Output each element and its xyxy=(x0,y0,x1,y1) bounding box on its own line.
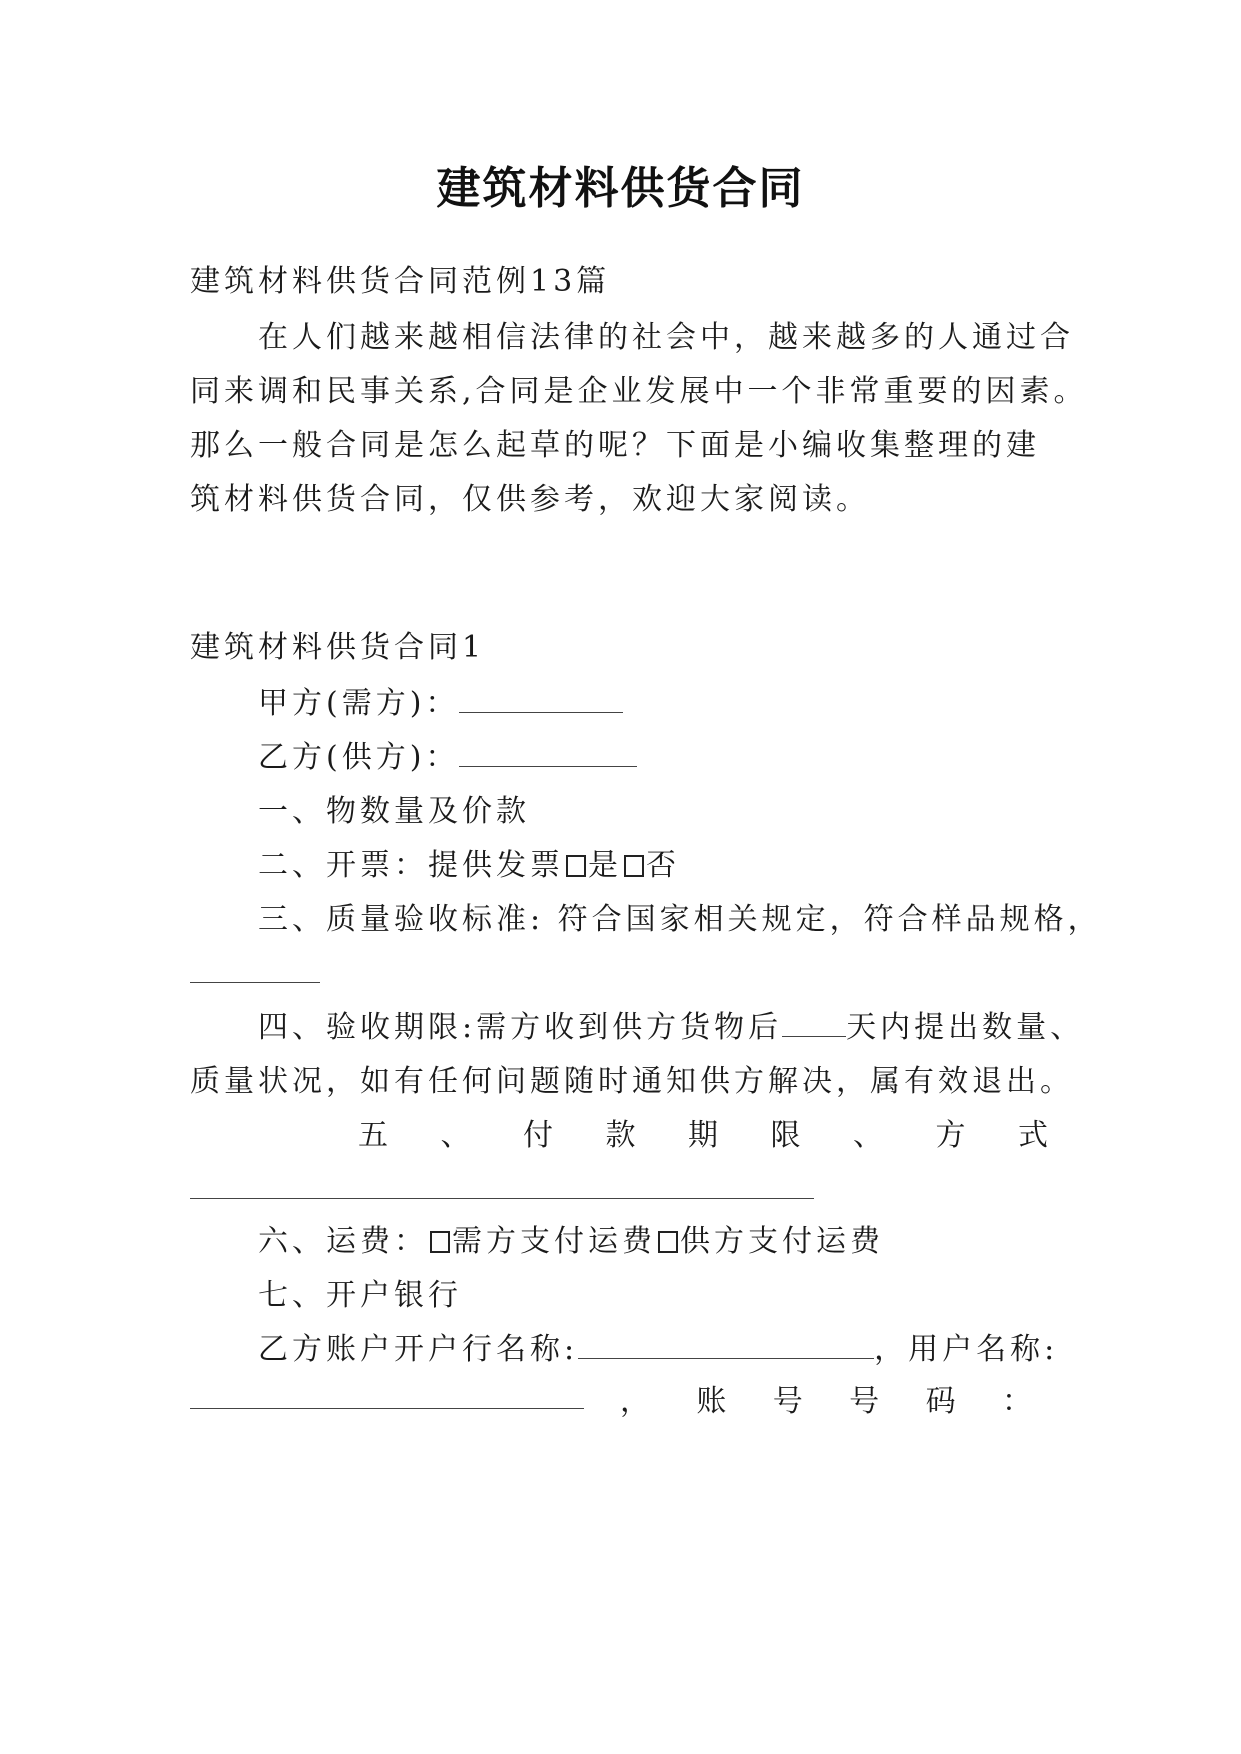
account-char: 账 xyxy=(696,1384,727,1419)
item-6-option-1: 需方支付运费 xyxy=(452,1224,656,1259)
item-7: 七、开户银行 xyxy=(258,1278,462,1313)
invoice-no-checkbox[interactable] xyxy=(624,855,644,877)
item-5-char: 式 xyxy=(1018,1118,1048,1153)
freight-supplier-checkbox[interactable] xyxy=(658,1231,678,1253)
item-2 xyxy=(258,846,680,886)
document-title: 建筑材料供货合同 xyxy=(436,163,805,214)
intro-line-3: 那么一般合同是怎么起草的呢？下面是小编收集整理的建 xyxy=(190,428,1040,463)
party-a-label: 甲方(需方)： xyxy=(258,686,460,721)
invoice-yes-checkbox[interactable] xyxy=(566,855,586,877)
item-1: 一、物数量及价款 xyxy=(258,794,530,829)
item-4-prefix: 四、验收期限:需方收到供方货物后 xyxy=(258,1010,783,1045)
bank-name-label: 乙方账户开户行名称: xyxy=(258,1332,579,1367)
intro-line-4: 筑材料供货合同，仅供参考，欢迎大家阅读。 xyxy=(190,482,870,517)
freight-buyer-checkbox[interactable] xyxy=(430,1231,450,1253)
party-b-line xyxy=(258,738,637,778)
section-heading: 建筑材料供货合同1 xyxy=(190,630,486,665)
user-name-label: ，用户名称: xyxy=(874,1332,1059,1367)
intro-line-1: 在人们越来越相信法律的社会中，越来越多的人通过合 xyxy=(258,320,1074,355)
account-char: ： xyxy=(1001,1384,1032,1419)
bank-name-blank xyxy=(578,1332,874,1359)
item-5-char: 款 xyxy=(605,1118,636,1153)
item-6 xyxy=(258,1222,884,1262)
item-6-option-2: 供方支付运费 xyxy=(680,1224,884,1259)
item-5-char: 期 xyxy=(688,1118,718,1153)
item-5-blank xyxy=(190,1198,814,1199)
subtitle: 建筑材料供货合同范例13篇 xyxy=(190,264,611,299)
item-3-blank xyxy=(190,982,320,983)
account-char: 码 xyxy=(925,1384,956,1419)
item-2-no-label: 否 xyxy=(646,848,680,883)
user-name-blank xyxy=(190,1408,584,1409)
item-2-label: 二、开票：提供发票 xyxy=(258,848,564,883)
item-4-days-blank xyxy=(782,1010,846,1037)
party-b-blank xyxy=(459,740,637,767)
item-5-char: 方 xyxy=(935,1118,966,1153)
account-char: 号 xyxy=(849,1384,880,1419)
item-4 xyxy=(258,1008,1084,1048)
item-3: 三、质量验收标准: 符合国家相关规定，符合样品规格， xyxy=(258,902,1102,937)
item-5-char: 、 xyxy=(440,1118,471,1153)
account-number-line xyxy=(620,1382,1032,1422)
item-5-char: 付 xyxy=(523,1118,553,1153)
account-char: 号 xyxy=(772,1384,803,1419)
item-5-char: 五 xyxy=(358,1118,388,1153)
party-a-line xyxy=(258,684,623,724)
item-5-char: 、 xyxy=(853,1118,883,1153)
item-4-line-2: 质量状况，如有任何问题随时通知供方解决，属有效退出。 xyxy=(190,1064,1074,1099)
party-a-blank xyxy=(459,686,623,713)
item-6-label: 六、运费： xyxy=(258,1224,428,1259)
item-2-yes-label: 是 xyxy=(588,848,622,883)
item-5 xyxy=(358,1116,1048,1156)
item-5-char: 限 xyxy=(770,1118,801,1153)
account-char: ， xyxy=(620,1384,650,1419)
bank-line xyxy=(258,1330,1058,1370)
intro-line-2: 同来调和民事关系,合同是企业发展中一个非常重要的因素。 xyxy=(190,374,1088,409)
party-b-label: 乙方(供方)： xyxy=(258,740,460,775)
item-4-suffix: 天内提出数量、 xyxy=(846,1010,1085,1045)
